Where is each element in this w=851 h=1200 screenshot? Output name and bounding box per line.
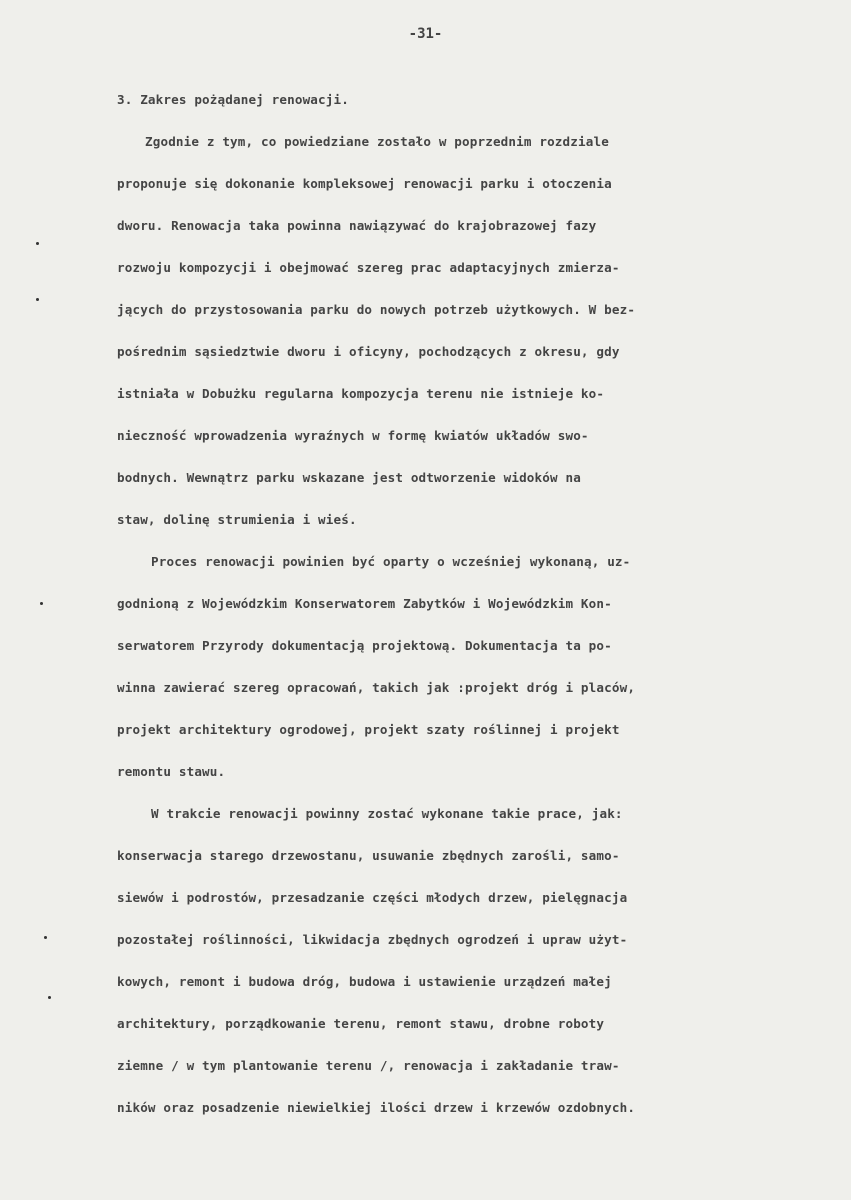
margin-mark	[36, 298, 39, 301]
text-line: remontu stawu.	[117, 764, 226, 779]
paragraph-2	[117, 546, 817, 798]
section-heading: 3. Zakres pożądanej renowacji.	[117, 92, 349, 107]
text-line: staw, dolinę strumienia i wieś.	[117, 512, 357, 527]
text-line: ników oraz posadzenie niewielkiej ilości drzew i krzewów ozdobnych.	[117, 1100, 636, 1115]
text-line: winna zawierać szereg opracowań, takich jak :projekt dróg i placów,	[117, 680, 636, 695]
text-line: istniała w Dobużku regularna kompozycja terenu nie istnieje ko-	[117, 386, 605, 401]
text-line: dworu. Renowacja taka powinna nawiązywać do krajobrazowej fazy	[117, 218, 597, 233]
margin-mark	[40, 602, 43, 605]
text-line: siewów i podrostów, przesadzanie części młodych drzew, pielęgnacja	[117, 890, 628, 905]
text-line: konserwacja starego drzewostanu, usuwanie zbędnych zarośli, samo-	[117, 848, 620, 863]
text-line: bodnych. Wewnątrz parku wskazane jest odtworzenie widoków na	[117, 470, 581, 485]
text-line: pozostałej roślinności, likwidacja zbędnych ogrodzeń i upraw użyt-	[117, 932, 628, 947]
margin-mark	[36, 242, 39, 245]
margin-mark	[48, 996, 51, 999]
text-line: projekt architektury ogrodowej, projekt szaty roślinnej i projekt	[117, 722, 620, 737]
text-line: Zgodnie z tym, co powiedziane zostało w poprzednim rozdziale	[145, 134, 609, 149]
text-line: W trakcie renowacji powinny zostać wykonane takie prace, jak:	[151, 806, 623, 821]
text-line: jących do przystosowania parku do nowych potrzeb użytkowych. W bez-	[117, 302, 636, 317]
page-number: -31-	[408, 26, 443, 42]
text-line: godnioną z Wojewódzkim Konserwatorem Zabytków i Wojewódzkim Kon-	[117, 596, 612, 611]
text-line: rozwoju kompozycji i obejmować szereg prac adaptacyjnych zmierza-	[117, 260, 620, 275]
text-line: ziemne / w tym plantowanie terenu /, renowacja i zakładanie traw-	[117, 1058, 620, 1073]
text-line: nieczność wprowadzenia wyraźnych w formę kwiatów układów swo-	[117, 428, 589, 443]
document-body	[117, 84, 817, 1134]
margin-mark	[44, 936, 47, 939]
text-line: proponuje się dokonanie kompleksowej renowacji parku i otoczenia	[117, 176, 612, 191]
text-line: Proces renowacji powinien być oparty o wcześniej wykonaną, uz-	[151, 554, 631, 569]
paragraph-3	[117, 798, 817, 1134]
paragraph-1	[117, 126, 817, 546]
text-line: serwatorem Przyrody dokumentacją projektową. Dokumentacja ta po-	[117, 638, 612, 653]
text-line: pośrednim sąsiedztwie dworu i oficyny, pochodzących z okresu, gdy	[117, 344, 620, 359]
text-line: kowych, remont i budowa dróg, budowa i ustawienie urządzeń małej	[117, 974, 612, 989]
text-line: architektury, porządkowanie terenu, remont stawu, drobne roboty	[117, 1016, 605, 1031]
